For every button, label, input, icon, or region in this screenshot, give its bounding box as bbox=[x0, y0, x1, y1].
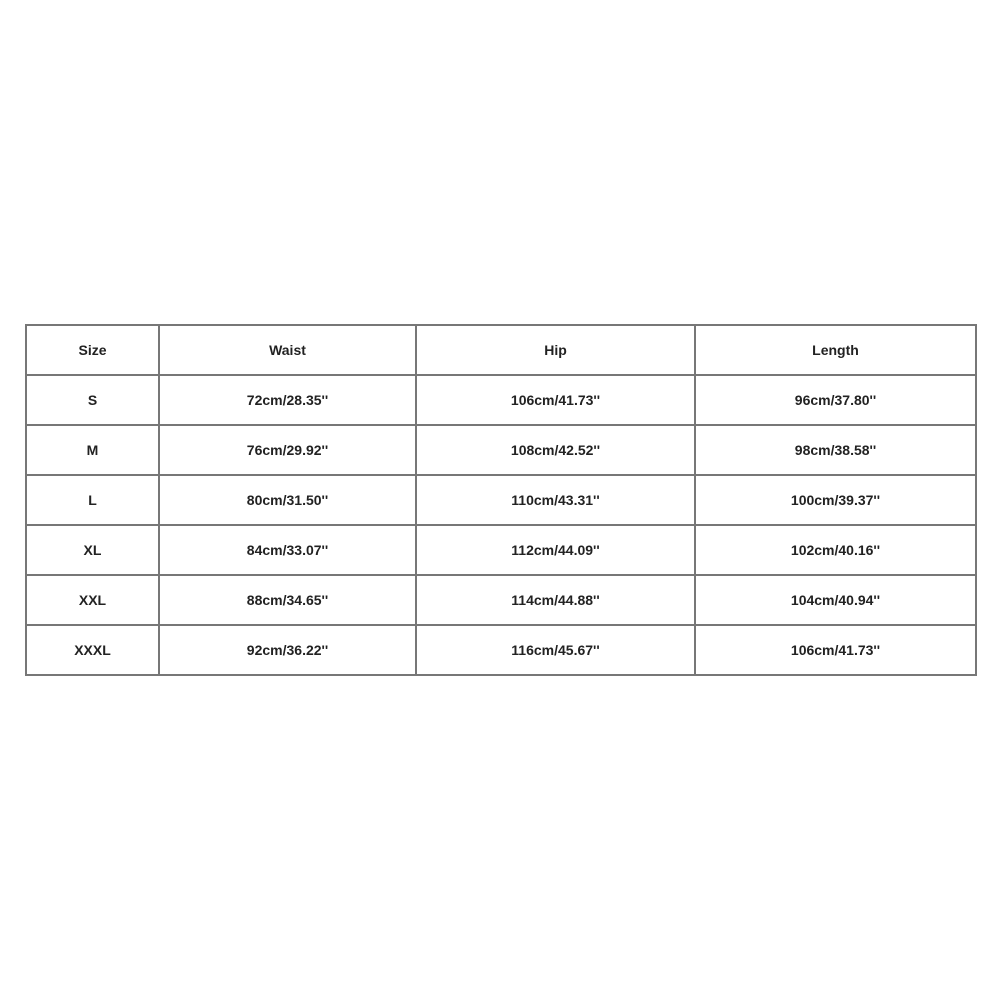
cell-length: 102cm/40.16'' bbox=[695, 525, 976, 575]
header-waist: Waist bbox=[159, 325, 416, 375]
cell-waist: 92cm/36.22'' bbox=[159, 625, 416, 675]
cell-waist: 80cm/31.50'' bbox=[159, 475, 416, 525]
header-size: Size bbox=[26, 325, 159, 375]
table-row bbox=[26, 375, 976, 425]
cell-hip: 106cm/41.73'' bbox=[416, 375, 695, 425]
table-row bbox=[26, 525, 976, 575]
cell-hip: 110cm/43.31'' bbox=[416, 475, 695, 525]
cell-hip: 116cm/45.67'' bbox=[416, 625, 695, 675]
cell-waist: 84cm/33.07'' bbox=[159, 525, 416, 575]
cell-size: XXXL bbox=[26, 625, 159, 675]
size-chart-table bbox=[25, 324, 977, 676]
cell-waist: 72cm/28.35'' bbox=[159, 375, 416, 425]
cell-hip: 114cm/44.88'' bbox=[416, 575, 695, 625]
cell-length: 104cm/40.94'' bbox=[695, 575, 976, 625]
table-row bbox=[26, 425, 976, 475]
cell-waist: 88cm/34.65'' bbox=[159, 575, 416, 625]
cell-size: XL bbox=[26, 525, 159, 575]
header-length: Length bbox=[695, 325, 976, 375]
cell-size: M bbox=[26, 425, 159, 475]
table-row bbox=[26, 475, 976, 525]
cell-length: 106cm/41.73'' bbox=[695, 625, 976, 675]
header-hip: Hip bbox=[416, 325, 695, 375]
cell-size: L bbox=[26, 475, 159, 525]
cell-size: S bbox=[26, 375, 159, 425]
table-row bbox=[26, 575, 976, 625]
cell-hip: 112cm/44.09'' bbox=[416, 525, 695, 575]
table-header-row bbox=[26, 325, 976, 375]
cell-length: 96cm/37.80'' bbox=[695, 375, 976, 425]
cell-waist: 76cm/29.92'' bbox=[159, 425, 416, 475]
cell-length: 100cm/39.37'' bbox=[695, 475, 976, 525]
cell-hip: 108cm/42.52'' bbox=[416, 425, 695, 475]
cell-length: 98cm/38.58'' bbox=[695, 425, 976, 475]
cell-size: XXL bbox=[26, 575, 159, 625]
table-row bbox=[26, 625, 976, 675]
